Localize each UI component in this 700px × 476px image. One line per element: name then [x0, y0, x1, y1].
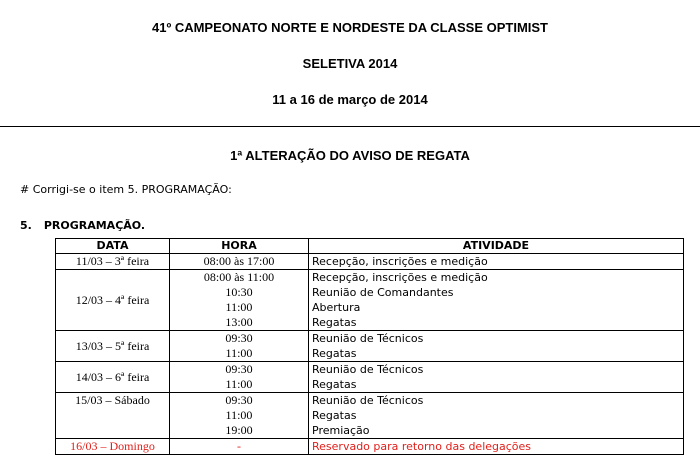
column-header-atividade: ATIVIDADE — [309, 239, 684, 254]
time-entry: - — [237, 439, 241, 453]
column-header-hora: HORA — [170, 239, 309, 254]
activity-entry: Premiação — [312, 424, 370, 437]
table-row — [56, 331, 684, 362]
activity-cell — [309, 362, 684, 393]
activity-cell — [309, 393, 684, 439]
time-cell — [170, 270, 309, 331]
activity-entry: Reunião de Técnicos — [312, 363, 424, 376]
time-cell — [170, 393, 309, 439]
column-header-data: DATA — [56, 239, 170, 254]
date-cell: 13/03 – 5ª feira — [56, 331, 170, 362]
date-cell: 16/03 – Domingo — [56, 439, 170, 455]
activity-entry: Regatas — [312, 316, 357, 329]
amendment-title: 1ª ALTERAÇÃO DO AVISO DE REGATA — [230, 148, 470, 163]
event-subtitle: SELETIVA 2014 — [302, 56, 398, 71]
table-row — [56, 362, 684, 393]
activity-entry: Reservado para retorno das delegações — [312, 440, 532, 453]
activity-entry: Regatas — [312, 409, 357, 422]
activity-entry: Recepção, inscrições e medição — [312, 255, 488, 268]
schedule-table — [55, 238, 684, 455]
horizontal-rule — [0, 126, 700, 127]
date-cell: 12/03 – 4ª feira — [56, 270, 170, 331]
table-header-row — [56, 239, 684, 254]
event-title: 41º CAMPEONATO NORTE E NORDESTE DA CLASSE OPTIMIST — [152, 20, 548, 35]
activity-entry: Recepção, inscrições e medição — [312, 271, 488, 284]
time-entry: 11:00 — [225, 300, 253, 314]
section-title: PROGRAMAÇÃO. — [43, 219, 146, 232]
event-dates: 11 a 16 de março de 2014 — [272, 92, 428, 107]
activity-entry: Reunião de Técnicos — [312, 332, 424, 345]
time-cell — [170, 362, 309, 393]
activity-entry: Reunião de Comandantes — [312, 286, 454, 299]
section-heading — [20, 219, 145, 232]
date-cell: 14/03 – 6ª feira — [56, 362, 170, 393]
time-cell — [170, 331, 309, 362]
activity-cell — [309, 254, 684, 270]
time-cell — [170, 439, 309, 455]
time-entry: 08:00 às 11:00 — [203, 270, 275, 284]
activity-cell — [309, 439, 684, 455]
activity-entry: Regatas — [312, 378, 357, 391]
table-row-highlighted — [56, 439, 684, 455]
time-cell — [170, 254, 309, 270]
date-cell: 15/03 – Sábado — [56, 393, 170, 439]
time-entry: 09:30 — [225, 331, 253, 345]
time-entry: 10:30 — [225, 285, 253, 299]
time-entry: 09:30 — [225, 393, 253, 407]
section-number: 5. — [20, 219, 32, 232]
correction-note: # Corrigi-se o item 5. PROGRAMAÇÃO: — [20, 183, 232, 196]
time-entry: 13:00 — [225, 315, 253, 329]
table-row — [56, 270, 684, 331]
activity-entry: Abertura — [312, 301, 361, 314]
activity-entry: Reunião de Técnicos — [312, 394, 424, 407]
date-cell: 11/03 – 3ª feira — [56, 254, 170, 270]
table-row — [56, 393, 684, 439]
time-entry: 08:00 às 17:00 — [203, 254, 275, 268]
time-entry: 19:00 — [225, 423, 253, 437]
activity-cell — [309, 270, 684, 331]
activity-cell — [309, 331, 684, 362]
time-entry: 09:30 — [225, 362, 253, 376]
table-row — [56, 254, 684, 270]
time-entry: 11:00 — [225, 377, 253, 391]
activity-entry: Regatas — [312, 347, 357, 360]
time-entry: 11:00 — [225, 408, 253, 422]
time-entry: 11:00 — [225, 346, 253, 360]
